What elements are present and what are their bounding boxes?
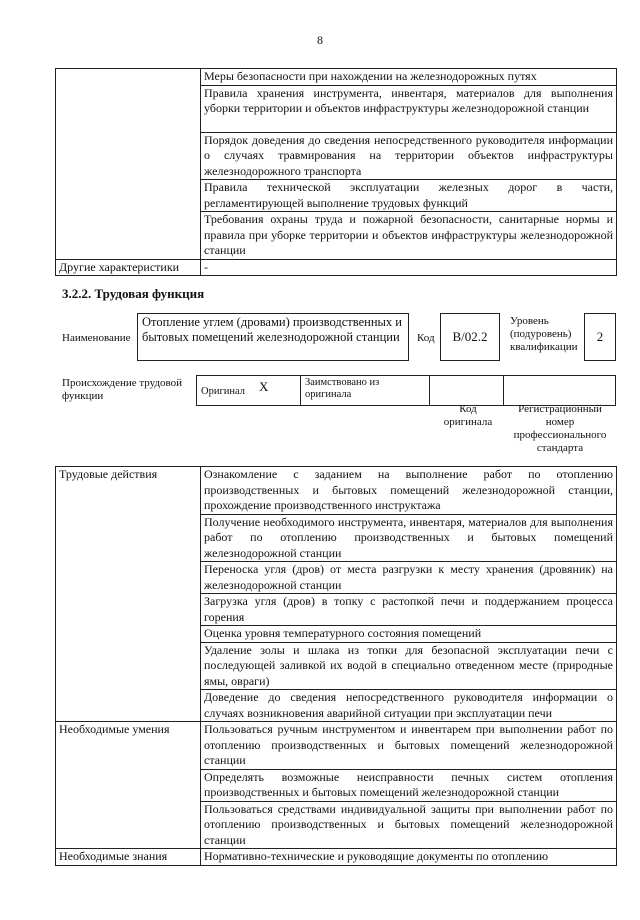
table-row xyxy=(56,467,617,515)
origin-reg-number-cell xyxy=(504,376,616,406)
table-cell: Правила технической эксплуатации железных дорог в части, регламентирующей выполнение трудовых функций xyxy=(201,180,617,212)
table-cell: Меры безопасности при нахождении на железнодорожных путях xyxy=(201,69,617,86)
table-cell: Удаление золы и шлака из топки для безопасной эксплуатации печи с последующей заливкой их водой в специально отведенном месте (природные ямы, овраги) xyxy=(201,642,617,690)
table-cell: Порядок доведения до сведения непосредственного руководителя информации о случаях травмирования на территории объектов инфраструктуры железнодорожного транспорта xyxy=(201,132,617,180)
table-cell: Загрузка угля (дров) в топку с растопкой печи и поддержанием процесса горения xyxy=(201,594,617,626)
table-cell: Определять возможные неисправности печных систем отопления производственных и бытовых помещений железнодорожной станции xyxy=(201,769,617,801)
table-row xyxy=(56,259,617,276)
name-label: Наименование xyxy=(62,332,131,344)
table-cell: Доведение до сведения непосредственного руководителя информации о случаях возникновения аварийной ситуации при эксплуатации печи xyxy=(201,690,617,722)
qualification-level-label: Уровень (подуровень) квалификации xyxy=(510,315,578,353)
origin-code-cell xyxy=(430,376,504,406)
code-label: Код xyxy=(417,332,435,344)
continued-requirements-table xyxy=(55,68,617,276)
table-cell: Оценка уровня температурного состояния помещений xyxy=(201,626,617,643)
row-label: Необходимые умения xyxy=(56,722,201,849)
origin-original-label: Оригинал xyxy=(201,386,245,398)
function-code-box: B/02.2 xyxy=(440,313,500,361)
table-cell: Нормативно-технические и руководящие документы по отоплению xyxy=(201,849,617,866)
table-row xyxy=(56,722,617,770)
table-cell: - xyxy=(201,259,617,276)
labor-function-table xyxy=(55,466,617,866)
table-cell: Получение необходимого инструмента, инвентаря, материалов для выполнения работ по отоплению производственных и бытовых помещений железнодорожной станции xyxy=(201,514,617,562)
origin-mark: X xyxy=(259,379,269,394)
origin-label: Происхождение трудовой функции xyxy=(62,377,183,402)
origin-borrowed-label: Заимствовано из оригинала xyxy=(301,376,430,406)
page-number: 8 xyxy=(317,33,323,47)
row-label: Необходимые знания xyxy=(56,849,201,866)
function-name-box: Отопление углем (дровами) производственных и бытовых помещений железнодорожной станции xyxy=(137,313,409,361)
table-row xyxy=(197,376,616,406)
qualification-level-box: 2 xyxy=(584,313,616,361)
section-heading: 3.2.2. Трудовая функция xyxy=(62,286,205,301)
origin-grid xyxy=(196,375,616,406)
table-row xyxy=(56,849,617,866)
table-cell: Пользоваться средствами индивидуальной защиты при выполнении работ по отоплению производственных и бытовых помещений железнодорожной станции xyxy=(201,801,617,849)
table-cell: Пользоваться ручным инструментом и инвентарем при выполнении работ по отоплению производственных и бытовых помещений железнодорожной станции xyxy=(201,722,617,770)
row-label: Трудовые действия xyxy=(56,467,201,722)
table-cell: Ознакомление с заданием на выполнение работ по отоплению производственных и бытовых помещений железнодорожной станции, прохождение производственного инструктажа xyxy=(201,467,617,515)
table-cell: Переноска угля (дров) от места разгрузки к месту хранения (дровяник) на железнодорожной станции xyxy=(201,562,617,594)
row-label xyxy=(56,69,201,260)
row-label: Другие характеристики xyxy=(56,259,201,276)
reg-number-caption: Регистрационный номер профессионального стандарта xyxy=(513,403,607,454)
origin-original-cell xyxy=(197,376,301,406)
table-cell: Правила хранения инструмента, инвентаря, материалов для выполнения уборки территории и объектов инфраструктуры железнодорожной станции xyxy=(201,85,617,132)
table-cell: Требования охраны труда и пожарной безопасности, санитарные нормы и правила при уборке территории и объектов инфраструктуры железнодорожной станции xyxy=(201,212,617,260)
table-row xyxy=(56,69,617,86)
code-origin-caption: Код оригинала xyxy=(443,403,493,428)
